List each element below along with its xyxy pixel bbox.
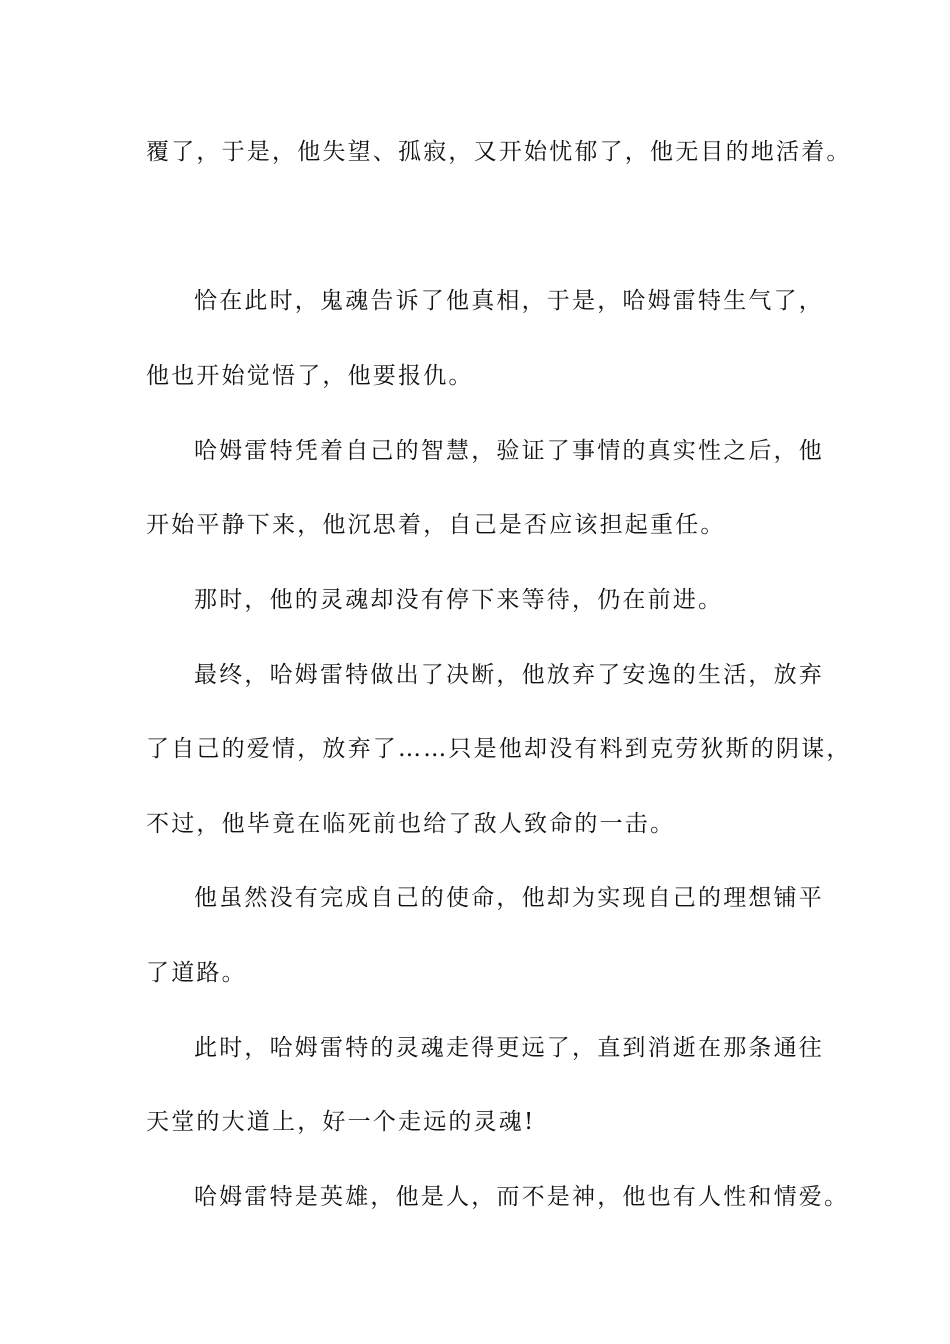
text-line: 不过，他毕竟在临死前也给了敌人致命的一击。 <box>146 811 676 837</box>
paragraph-first-line: 那时，他的灵魂却没有停下来等待，仍在前进。 <box>194 587 724 613</box>
paragraph-first-line: 此时，哈姆雷特的灵魂走得更远了，直到消逝在那条通往 <box>194 1035 824 1061</box>
paragraph-first-line: 最终，哈姆雷特做出了决断，他放弃了安逸的生活，放弃 <box>194 662 824 688</box>
paragraph-first-line: 哈姆雷特凭着自己的智慧，验证了事情的真实性之后，他 <box>194 438 824 464</box>
paragraph-first-line: 他虽然没有完成自己的使命，他却为实现自己的理想铺平 <box>194 885 824 911</box>
text-line: 了自己的爱情，放弃了……只是他却没有料到克劳狄斯的阴谋， <box>146 736 852 762</box>
text-line: 开始平静下来，他沉思着，自己是否应该担起重任。 <box>146 512 726 538</box>
paragraph-first-line: 恰在此时，鬼魂告诉了他真相，于是，哈姆雷特生气了， <box>194 288 824 314</box>
text-line: 覆了，于是，他失望、孤寂，又开始忧郁了，他无目的地活着。 <box>146 139 852 165</box>
text-line: 他也开始觉悟了，他要报仇。 <box>146 363 474 389</box>
text-line: 天堂的大道上，好一个走远的灵魂! <box>146 1109 536 1135</box>
text-line: 了道路。 <box>146 960 247 986</box>
paragraph-first-line: 哈姆雷特是英雄，他是人，而不是神，他也有人性和情爱。 <box>194 1184 850 1210</box>
